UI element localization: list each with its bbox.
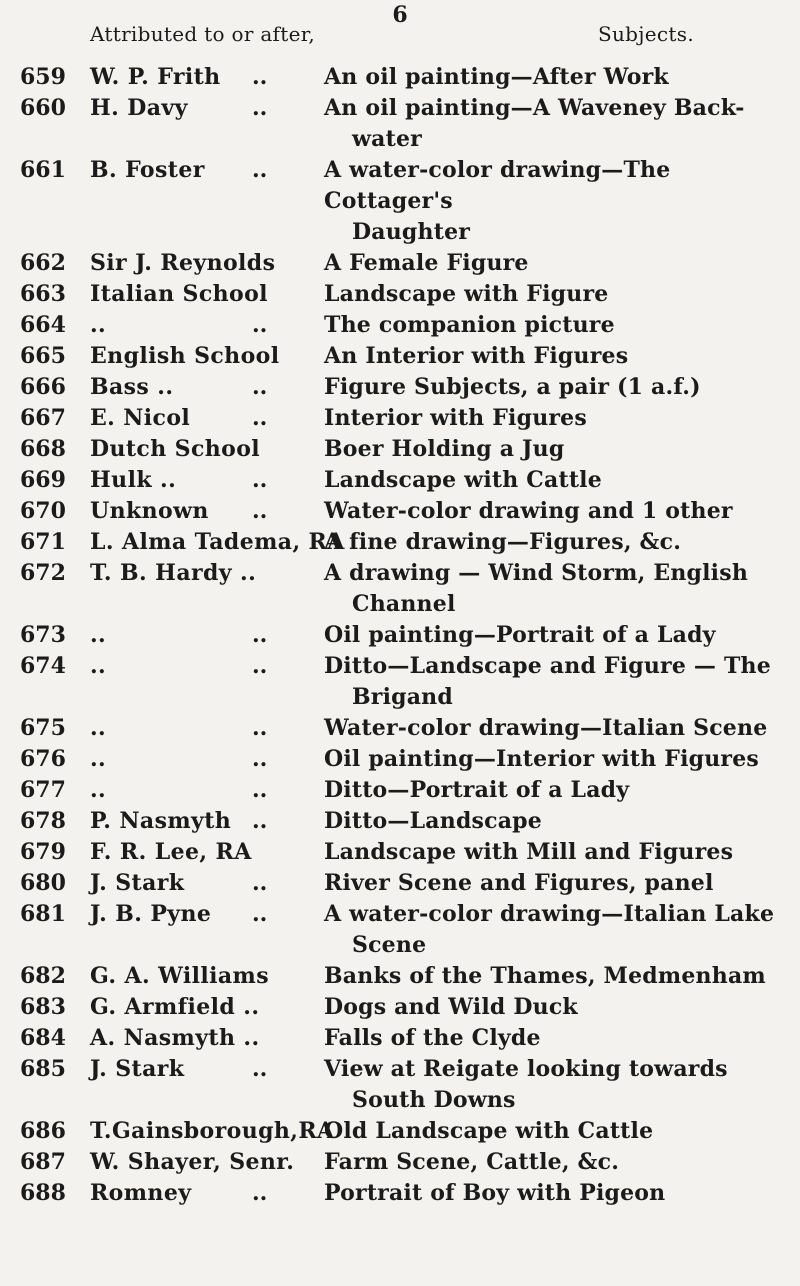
catalog-row xyxy=(0,961,800,992)
artist-name: L. Alma Tadema, RA xyxy=(90,529,345,555)
subject-text: The companion picture xyxy=(324,312,615,338)
catalog-row xyxy=(0,62,800,93)
catalog-row xyxy=(0,868,800,899)
subject-text: Landscape with Figure xyxy=(324,281,609,307)
lot-number: 684 xyxy=(20,1025,66,1051)
subject-text: Boer Holding a Jug xyxy=(324,436,565,462)
subject-description xyxy=(324,341,784,372)
lot-number: 676 xyxy=(20,746,66,772)
subject-description xyxy=(324,620,784,651)
artist-name: J. Stark xyxy=(90,870,185,896)
catalog-row xyxy=(0,403,800,434)
subject-description xyxy=(324,744,784,775)
artist-name: .. xyxy=(90,746,107,772)
subject-text: Oil painting—Portrait of a Lady xyxy=(324,622,716,648)
lot-number: 661 xyxy=(20,157,66,183)
catalog-row xyxy=(0,310,800,341)
subject-continuation: Brigand xyxy=(352,684,453,710)
subject-text: Falls of the Clyde xyxy=(324,1025,541,1051)
catalog-row xyxy=(0,1023,800,1054)
catalog-row xyxy=(0,1178,800,1209)
subject-description xyxy=(324,372,784,403)
leader-dots: .. xyxy=(252,498,268,524)
catalog-row xyxy=(0,434,800,465)
leader-dots: .. xyxy=(252,374,268,400)
subject-continuation: Scene xyxy=(352,932,427,958)
leader-dots: .. xyxy=(252,622,268,648)
subject-text: A water-color drawing—The Cottager's xyxy=(324,157,671,214)
subject-description xyxy=(324,992,784,1023)
subject-description xyxy=(324,806,784,837)
artist-name: .. xyxy=(90,777,107,803)
subject-text: Oil painting—Interior with Figures xyxy=(324,746,759,772)
lot-number: 688 xyxy=(20,1180,66,1206)
subject-description xyxy=(324,713,784,744)
subject-text: Water-color drawing and 1 other xyxy=(324,498,733,524)
catalog-row xyxy=(0,899,800,961)
leader-dots: .. xyxy=(252,64,268,90)
lot-number: 672 xyxy=(20,560,66,586)
subject-text: A fine drawing—Figures, &c. xyxy=(324,529,682,555)
catalog-row xyxy=(0,651,800,713)
catalog-row xyxy=(0,837,800,868)
catalog-list xyxy=(0,62,800,1209)
subject-continuation: Channel xyxy=(352,591,456,617)
leader-dots: .. xyxy=(252,715,268,741)
subject-text: View at Reigate looking towards xyxy=(324,1056,728,1082)
subject-description xyxy=(324,248,784,279)
lot-number: 675 xyxy=(20,715,66,741)
artist-name: E. Nicol xyxy=(90,405,191,431)
subject-description xyxy=(324,1178,784,1209)
lot-number: 659 xyxy=(20,64,66,90)
subject-text: An oil painting—A Waveney Back- xyxy=(324,95,745,121)
header-attributed: Attributed to or after, xyxy=(90,22,316,46)
catalog-row xyxy=(0,248,800,279)
leader-dots: .. xyxy=(252,1056,268,1082)
lot-number: 678 xyxy=(20,808,66,834)
catalog-row xyxy=(0,620,800,651)
lot-number: 667 xyxy=(20,405,66,431)
subject-continuation: South Downs xyxy=(352,1087,516,1113)
leader-dots: .. xyxy=(252,467,268,493)
subject-text: A water-color drawing—Italian Lake xyxy=(324,901,775,927)
catalog-row xyxy=(0,372,800,403)
subject-description xyxy=(324,1054,784,1116)
subject-description xyxy=(324,496,784,527)
subject-text: Landscape with Mill and Figures xyxy=(324,839,734,865)
catalog-row xyxy=(0,93,800,155)
artist-name: P. Nasmyth xyxy=(90,808,232,834)
artist-name: H. Davy xyxy=(90,95,188,121)
artist-name: G. Armfield .. xyxy=(90,994,260,1020)
catalog-row xyxy=(0,775,800,806)
leader-dots: .. xyxy=(252,95,268,121)
catalog-row xyxy=(0,992,800,1023)
subject-text: Interior with Figures xyxy=(324,405,587,431)
subject-text: Ditto—Portrait of a Lady xyxy=(324,777,630,803)
lot-number: 686 xyxy=(20,1118,66,1144)
subject-description xyxy=(324,558,784,620)
header-subjects: Subjects. xyxy=(598,22,694,46)
leader-dots: .. xyxy=(252,777,268,803)
subject-description xyxy=(324,310,784,341)
subject-continuation: Daughter xyxy=(352,219,471,245)
artist-name: Bass .. xyxy=(90,374,174,400)
artist-name: .. xyxy=(90,715,107,741)
subject-text: Dogs and Wild Duck xyxy=(324,994,578,1020)
lot-number: 663 xyxy=(20,281,66,307)
catalog-row xyxy=(0,465,800,496)
lot-number: 665 xyxy=(20,343,66,369)
artist-name: J. Stark xyxy=(90,1056,185,1082)
subject-text: An Interior with Figures xyxy=(324,343,629,369)
leader-dots: .. xyxy=(252,157,268,183)
subject-text: An oil painting—After Work xyxy=(324,64,669,90)
artist-name: F. R. Lee, RA xyxy=(90,839,252,865)
artist-name: T.Gainsborough,RA xyxy=(90,1118,335,1144)
artist-name: Dutch School xyxy=(90,436,261,462)
catalog-row xyxy=(0,806,800,837)
leader-dots: .. xyxy=(252,1180,268,1206)
artist-name: .. xyxy=(90,312,107,338)
lot-number: 687 xyxy=(20,1149,66,1175)
artist-name: .. xyxy=(90,653,107,679)
lot-number: 671 xyxy=(20,529,66,555)
catalog-row xyxy=(0,713,800,744)
subject-description xyxy=(324,1116,784,1147)
artist-name: A. Nasmyth .. xyxy=(90,1025,260,1051)
artist-name: English School xyxy=(90,343,280,369)
artist-name: J. B. Pyne xyxy=(90,901,212,927)
catalog-row xyxy=(0,1054,800,1116)
subject-description xyxy=(324,868,784,899)
subject-description xyxy=(324,465,784,496)
subject-text: A drawing — Wind Storm, English xyxy=(324,560,749,586)
artist-name: W. Shayer, Senr. xyxy=(90,1149,295,1175)
subject-description xyxy=(324,527,784,558)
lot-number: 679 xyxy=(20,839,66,865)
page-number: 6 xyxy=(392,2,408,28)
artist-name: Italian School xyxy=(90,281,268,307)
subject-text: Farm Scene, Cattle, &c. xyxy=(324,1149,620,1175)
subject-text: Figure Subjects, a pair (1 a.f.) xyxy=(324,374,701,400)
subject-text: Ditto—Landscape and Figure — The xyxy=(324,653,771,679)
subject-description xyxy=(324,155,784,248)
subject-description xyxy=(324,775,784,806)
leader-dots: .. xyxy=(252,312,268,338)
subject-description xyxy=(324,403,784,434)
subject-text: Old Landscape with Cattle xyxy=(324,1118,654,1144)
lot-number: 669 xyxy=(20,467,66,493)
leader-dots: .. xyxy=(252,746,268,772)
subject-description xyxy=(324,62,784,93)
catalog-row xyxy=(0,744,800,775)
catalog-row xyxy=(0,527,800,558)
subject-text: Banks of the Thames, Medmenham xyxy=(324,963,766,989)
lot-number: 682 xyxy=(20,963,66,989)
catalog-row xyxy=(0,155,800,248)
lot-number: 668 xyxy=(20,436,66,462)
lot-number: 664 xyxy=(20,312,66,338)
artist-name: G. A. Williams xyxy=(90,963,269,989)
subject-text: Landscape with Cattle xyxy=(324,467,602,493)
artist-name: B. Foster xyxy=(90,157,205,183)
leader-dots: .. xyxy=(252,870,268,896)
artist-name: W. P. Frith xyxy=(90,64,221,90)
catalog-row xyxy=(0,496,800,527)
artist-name: T. B. Hardy .. xyxy=(90,560,257,586)
lot-number: 660 xyxy=(20,95,66,121)
subject-text: Portrait of Boy with Pigeon xyxy=(324,1180,666,1206)
catalog-row xyxy=(0,1116,800,1147)
subject-description xyxy=(324,1147,784,1178)
lot-number: 677 xyxy=(20,777,66,803)
artist-name: Unknown xyxy=(90,498,209,524)
leader-dots: .. xyxy=(252,901,268,927)
subject-description xyxy=(324,1023,784,1054)
leader-dots: .. xyxy=(252,405,268,431)
subject-description xyxy=(324,279,784,310)
lot-number: 681 xyxy=(20,901,66,927)
lot-number: 683 xyxy=(20,994,66,1020)
lot-number: 666 xyxy=(20,374,66,400)
lot-number: 685 xyxy=(20,1056,66,1082)
subject-description xyxy=(324,434,784,465)
artist-name: Hulk .. xyxy=(90,467,177,493)
lot-number: 680 xyxy=(20,870,66,896)
subject-description xyxy=(324,961,784,992)
subject-text: River Scene and Figures, panel xyxy=(324,870,714,896)
catalog-row xyxy=(0,341,800,372)
catalog-row xyxy=(0,279,800,310)
subject-continuation: water xyxy=(352,126,422,152)
catalog-row xyxy=(0,1147,800,1178)
subject-description xyxy=(324,899,784,961)
subject-description xyxy=(324,837,784,868)
artist-name: Romney xyxy=(90,1180,192,1206)
subject-text: Water-color drawing—Italian Scene xyxy=(324,715,768,741)
leader-dots: .. xyxy=(252,808,268,834)
lot-number: 670 xyxy=(20,498,66,524)
lot-number: 674 xyxy=(20,653,66,679)
lot-number: 662 xyxy=(20,250,66,276)
subject-description xyxy=(324,651,784,713)
artist-name: Sir J. Reynolds xyxy=(90,250,276,276)
catalog-row xyxy=(0,558,800,620)
lot-number: 673 xyxy=(20,622,66,648)
subject-text: A Female Figure xyxy=(324,250,529,276)
leader-dots: .. xyxy=(252,653,268,679)
artist-name: .. xyxy=(90,622,107,648)
subject-description xyxy=(324,93,784,155)
subject-text: Ditto—Landscape xyxy=(324,808,542,834)
